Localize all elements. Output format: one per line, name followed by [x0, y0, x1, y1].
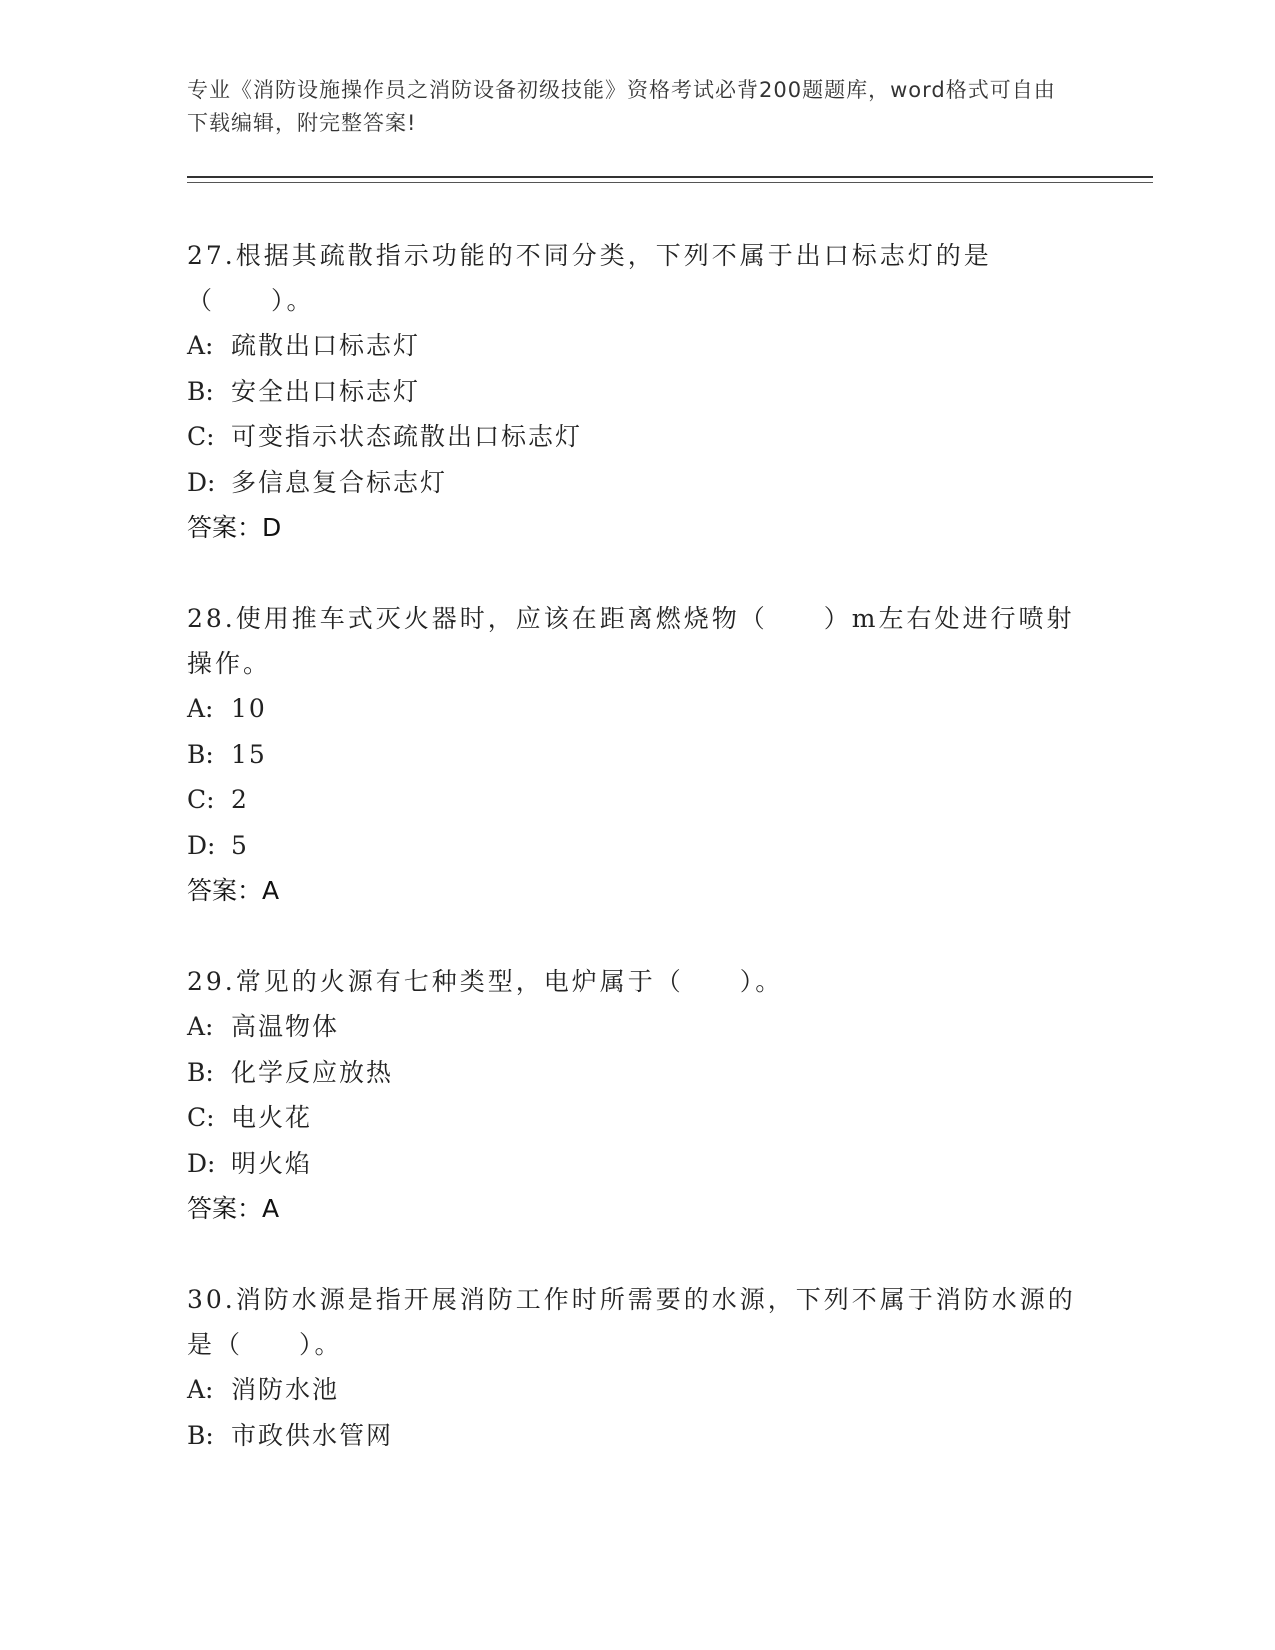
option-key: A:	[187, 331, 214, 360]
option-text: 电火花	[231, 1103, 313, 1132]
option-text: 5	[231, 830, 249, 860]
option-a	[187, 1004, 1087, 1050]
option-text: 消防水池	[231, 1375, 340, 1404]
option-b	[187, 1050, 1087, 1096]
answer-text: 答案：D	[187, 513, 282, 542]
option-text: 安全出口标志灯	[231, 376, 421, 406]
question-text: 30.消防水源是指开展消防工作时所需要的水源，下列不属于消防水源的是（ ）。	[187, 1285, 1076, 1359]
header-rule-thick	[187, 176, 1153, 178]
option-text: 疏散出口标志灯	[231, 331, 421, 360]
question-text: 27.根据其疏散指示功能的不同分类，下列不属于出口标志灯的是（ ）。	[187, 241, 992, 315]
option-a	[187, 686, 1087, 732]
option-text: 15	[231, 739, 267, 769]
option-key: C:	[187, 422, 215, 451]
option-key: A:	[187, 1375, 214, 1404]
option-a	[187, 323, 1087, 369]
option-text: 多信息复合标志灯	[231, 467, 448, 497]
option-b	[187, 1413, 1087, 1459]
option-text: 明火焰	[231, 1148, 313, 1178]
question-27	[187, 233, 1087, 550]
option-key: B:	[187, 739, 214, 769]
option-key: A:	[187, 694, 214, 723]
option-b	[187, 369, 1087, 415]
option-d	[187, 460, 1087, 506]
answer-text: 答案：A	[187, 876, 280, 905]
option-key: B:	[187, 376, 214, 406]
option-key: B:	[187, 1057, 214, 1087]
option-key: D:	[187, 467, 216, 497]
question-text: 29.常见的火源有七种类型，电炉属于（ ）。	[187, 967, 784, 996]
option-key: C:	[187, 1103, 215, 1132]
option-c	[187, 414, 1087, 460]
option-text: 化学反应放热	[231, 1057, 394, 1087]
option-key: B:	[187, 1420, 214, 1450]
option-d	[187, 1141, 1087, 1187]
option-text: 可变指示状态疏散出口标志灯	[231, 422, 583, 451]
option-text: 高温物体	[231, 1012, 340, 1041]
option-key: D:	[187, 1148, 216, 1178]
option-c	[187, 777, 1087, 823]
answer-text: 答案：A	[187, 1194, 280, 1223]
question-28	[187, 596, 1087, 913]
option-text: 2	[231, 785, 249, 814]
header-rule-thin	[187, 182, 1153, 183]
option-key: A:	[187, 1012, 214, 1041]
option-key: D:	[187, 830, 216, 860]
option-a	[187, 1367, 1087, 1413]
document-header: 专业《消防设施操作员之消防设备初级技能》资格考试必背200题题库，word格式可自由下载编辑，附完整答案!	[187, 78, 1056, 135]
option-b	[187, 732, 1087, 778]
question-text: 28.使用推车式灭火器时，应该在距离燃烧物（ ）m左右处进行喷射操作。	[187, 604, 1075, 678]
question-29	[187, 959, 1087, 1231]
option-text: 10	[231, 694, 267, 723]
option-text: 市政供水管网	[231, 1420, 394, 1450]
question-30	[187, 1277, 1087, 1458]
option-c	[187, 1095, 1087, 1141]
option-d	[187, 823, 1087, 869]
question-list	[187, 233, 1087, 1504]
option-key: C:	[187, 785, 215, 814]
